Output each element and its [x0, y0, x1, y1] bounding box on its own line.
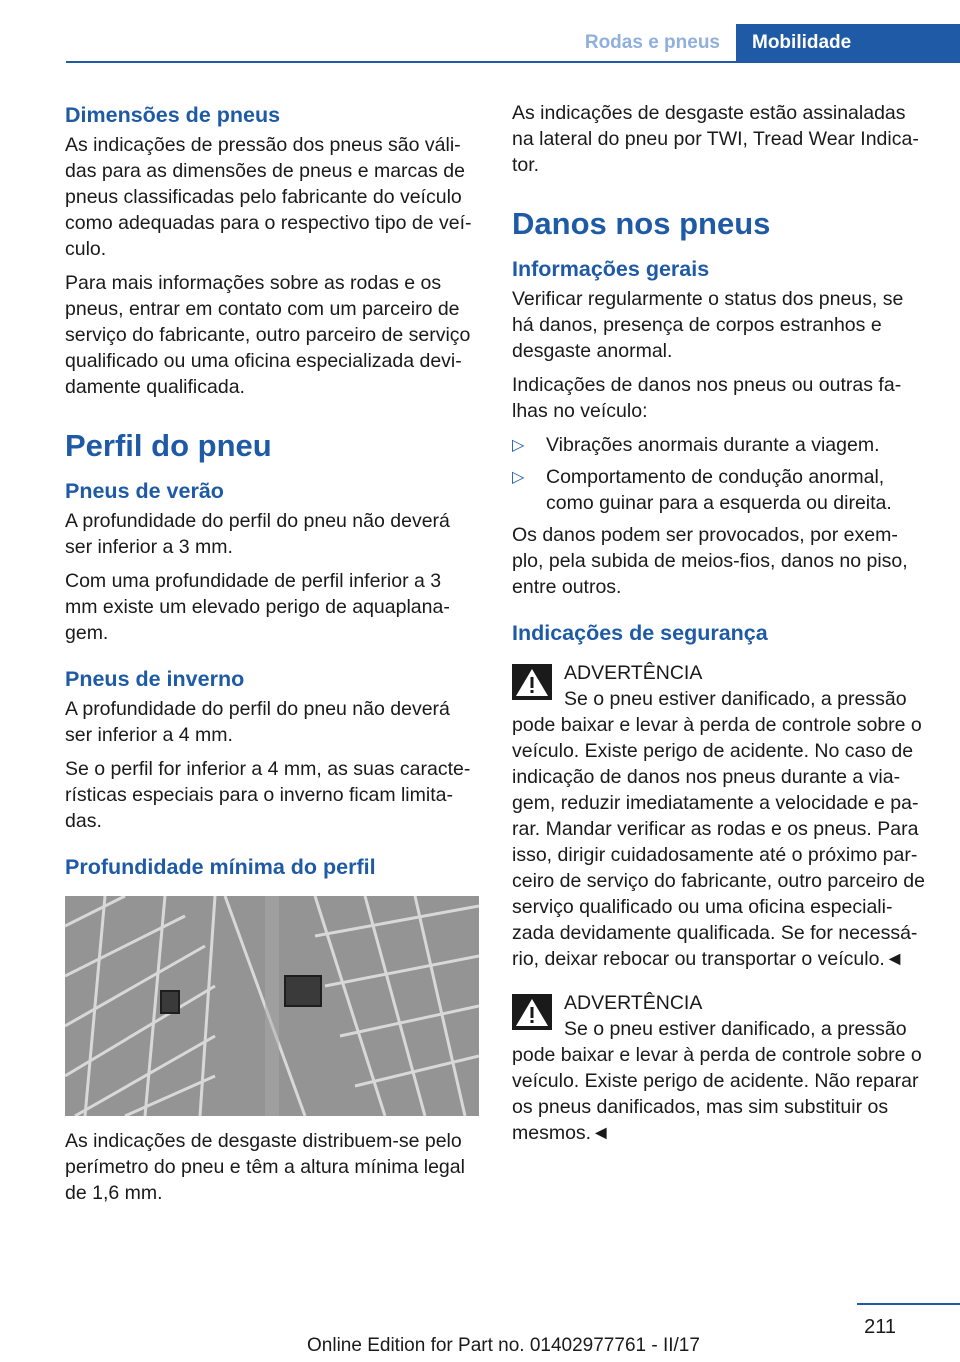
paragraph: Para mais informações sobre as rodas e os pneus, entrar em contato com um parceiro de serviço do fabricante, outro parceiro de serviço qualificado ou uma oficina especializada devi-damente qualificada. — [65, 272, 471, 398]
chapter-tab[interactable]: Mobilidade — [736, 24, 960, 61]
heading-danos-nos-pneus: Danos nos pneus — [512, 206, 771, 241]
paragraph: As indicações de pressão dos pneus são váli-das para as dimensões de pneus e marcas de pneus classificadas pelo fabricante do veículo como adequadas para o respectivo tipo de veí-culo. — [65, 134, 472, 260]
warning-text: Se o pneu estiver danificado, a pressão pode baixar e levar à perda de controle sobre o veículo. Existe perigo de acidente. Não reparar os pneus danificados, mas sim substituir os mesmos.◄ — [512, 1018, 922, 1144]
heading-informacoes-gerais: Informações gerais — [512, 257, 710, 281]
paragraph: As indicações de desgaste estão assinaladas na lateral do pneu por TWI, Tread Wear Indica-tor. — [512, 102, 919, 176]
heading-profundidade-minima: Profundidade mínima do perfil — [65, 855, 376, 879]
left-column — [65, 100, 479, 1214]
paragraph: Se o perfil for inferior a 4 mm, as suas caracte-rísticas especiais para o inverno ficam limita-das. — [65, 758, 471, 832]
triangle-bullet-icon: ▷ — [512, 469, 525, 486]
list-item: ▷ Vibrações anormais durante a viagem. — [512, 432, 926, 458]
heading-perfil-do-pneu: Perfil do pneu — [65, 428, 272, 463]
page-header — [66, 24, 960, 63]
paragraph: Os danos podem ser provocados, por exem-plo, pela subida de meios-fios, danos no piso, entre outros. — [512, 524, 908, 598]
heading-pneus-de-verao: Pneus de verão — [65, 479, 224, 503]
heading-pneus-de-inverno: Pneus de inverno — [65, 667, 245, 691]
heading-dimensoes: Dimensões de pneus — [65, 103, 281, 127]
section-tab[interactable]: Rodas e pneus — [584, 32, 720, 53]
paragraph: A profundidade do perfil do pneu não deverá ser inferior a 4 mm. — [65, 698, 450, 746]
warning-block — [512, 990, 926, 1146]
list-item: ▷ Comportamento de condução anormal, como guinar para a esquerda ou direita. — [512, 466, 892, 514]
warning-title: ADVERTÊNCIA — [564, 662, 703, 684]
paragraph: Verificar regularmente o status dos pneus, se há danos, presença de corpos estranhos e desgaste anormal. — [512, 288, 904, 362]
triangle-bullet-icon: ▷ — [512, 437, 525, 454]
warning-icon — [512, 664, 552, 700]
right-column — [512, 100, 926, 1164]
warning-block — [512, 660, 926, 972]
paragraph: A profundidade do perfil do pneu não deverá ser inferior a 3 mm. — [65, 510, 450, 558]
paragraph: Indicações de danos nos pneus ou outras fa-lhas no veículo: — [512, 374, 902, 422]
tire-tread-image — [65, 896, 479, 1116]
tire-tread-illustration — [65, 896, 479, 1116]
page-number: 211 — [864, 1316, 896, 1338]
warning-icon — [512, 994, 552, 1030]
warning-title: ADVERTÊNCIA — [564, 992, 703, 1014]
footer-rule — [857, 1303, 960, 1305]
figure-caption: As indicações de desgaste distribuem-se pelo perímetro do pneu e têm a altura mínima legal de 1,6 mm. — [65, 1130, 465, 1204]
heading-indicacoes-de-seguranca: Indicações de segurança — [512, 621, 768, 645]
paragraph: Com uma profundidade de perfil inferior a 3 mm existe um elevado perigo de aquaplana-gem. — [65, 570, 450, 644]
warning-text: Se o pneu estiver danificado, a pressão pode baixar e levar à perda de controle sobre o veículo. Existe perigo de acidente. No caso de indicação de danos nos pneus durante a via-gem, reduzir imediatamente a velocidade e pa-rar. Mandar verificar as rodas e os pneus. Para isso, dirigir cuidadosamente até o próximo par-ceiro de serviço do fabricante, outro parceiro de serviço qualificado ou uma oficina especiali-zada devidamente qualificada. Se for necessá-rio, deixar rebocar ou transportar o veículo.◄ — [512, 688, 925, 970]
edition-note: Online Edition for Part no. 01402977761 - II/17 — [307, 1335, 700, 1356]
